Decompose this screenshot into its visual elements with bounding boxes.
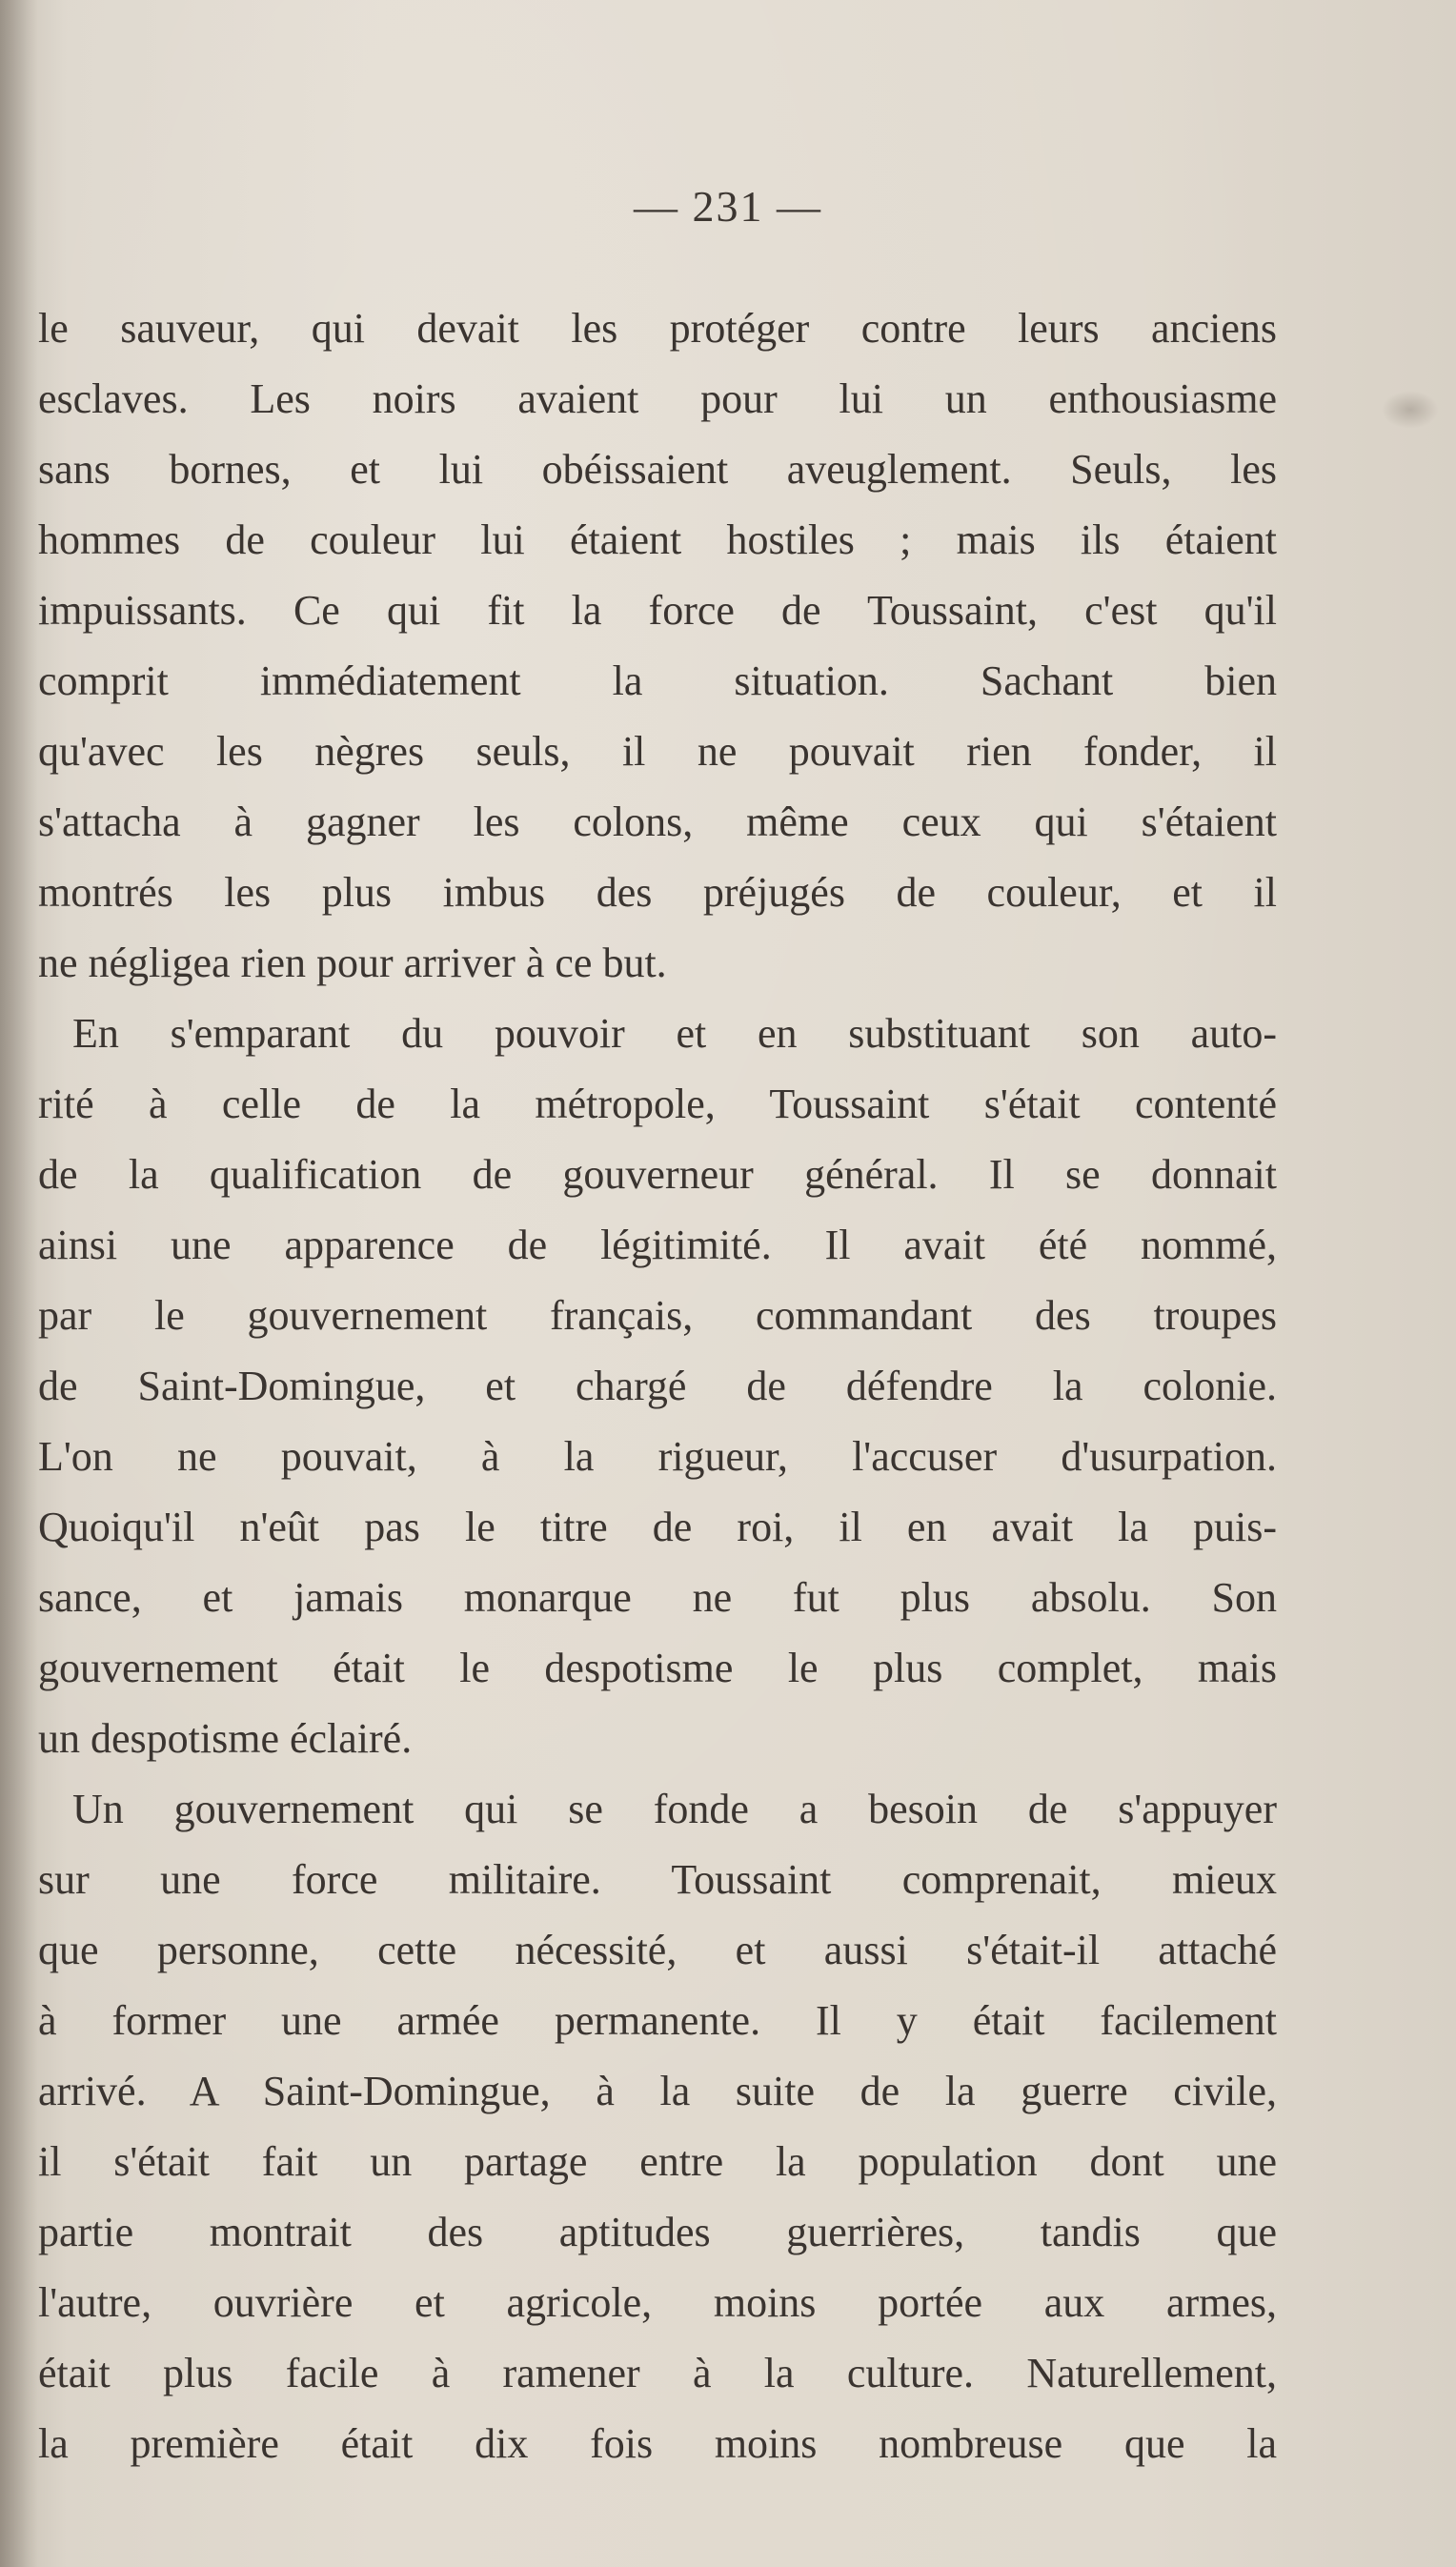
- text-line: la première était dix fois moins nombreuse que la: [38, 2420, 1277, 2467]
- text-line: il s'était fait un partage entre la population dont une: [38, 2138, 1277, 2185]
- text-line: de Saint-Domingue, et chargé de défendre la colonie.: [38, 1363, 1277, 1409]
- text-line: s'attacha à gagner les colons, même ceux qui s'étaient: [38, 798, 1277, 845]
- text-line: par le gouvernement français, commandant des troupes: [38, 1292, 1277, 1339]
- text-line: que personne, cette nécessité, et aussi s'était-il attaché: [38, 1927, 1277, 1973]
- text-line: sance, et jamais monarque ne fut plus absolu. Son: [38, 1574, 1277, 1621]
- text-line: Quoiqu'il n'eût pas le titre de roi, il en avait la puis-: [38, 1504, 1277, 1550]
- text-line: l'autre, ouvrière et agricole, moins portée aux armes,: [38, 2279, 1277, 2326]
- text-line: à former une armée permanente. Il y était facilement: [38, 1997, 1277, 2044]
- text-line: ne négligea rien pour arriver à ce but.: [38, 940, 667, 986]
- page-number: — 231 —: [634, 182, 822, 231]
- binding-shadow: [0, 0, 38, 2567]
- text-line: était plus facile à ramener à la culture. Naturellement,: [38, 2350, 1277, 2396]
- text-line: L'on ne pouvait, à la rigueur, l'accuser d'usurpation.: [38, 1433, 1277, 1480]
- text-line: ainsi une apparence de légitimité. Il avait été nommé,: [38, 1222, 1277, 1268]
- text-line: comprit immédiatement la situation. Sachant bien: [38, 657, 1277, 704]
- text-line: qu'avec les nègres seuls, il ne pouvait rien fonder, il: [38, 728, 1277, 775]
- body-text: [38, 293, 1277, 2479]
- text-line: impuissants. Ce qui fit la force de Toussaint, c'est qu'il: [38, 587, 1277, 634]
- text-line: hommes de couleur lui étaient hostiles ; mais ils étaient: [38, 516, 1277, 563]
- text-line: sans bornes, et lui obéissaient aveuglement. Seuls, les: [38, 446, 1277, 493]
- text-line: partie montrait des aptitudes guerrières, tandis que: [38, 2209, 1277, 2255]
- text-line: de la qualification de gouverneur général. Il se donnait: [38, 1151, 1277, 1198]
- text-line: montrés les plus imbus des préjugés de couleur, et il: [38, 869, 1277, 916]
- text-line: arrivé. A Saint-Domingue, à la suite de la guerre civile,: [38, 2068, 1277, 2114]
- text-line: Un gouvernement qui se fonde a besoin de s'appuyer: [72, 1786, 1277, 1832]
- text-line: un despotisme éclairé.: [38, 1715, 413, 1762]
- paper-stain: [1382, 391, 1439, 429]
- text-line: le sauveur, qui devait les protéger contre leurs anciens: [38, 305, 1277, 352]
- text-line: rité à celle de la métropole, Toussaint s'était contenté: [38, 1081, 1277, 1127]
- text-line: En s'emparant du pouvoir et en substituant son auto-: [72, 1010, 1277, 1057]
- text-line: sur une force militaire. Toussaint comprenait, mieux: [38, 1856, 1277, 1903]
- text-line: esclaves. Les noirs avaient pour lui un enthousiasme: [38, 375, 1277, 422]
- text-line: gouvernement était le despotisme le plus complet, mais: [38, 1645, 1277, 1691]
